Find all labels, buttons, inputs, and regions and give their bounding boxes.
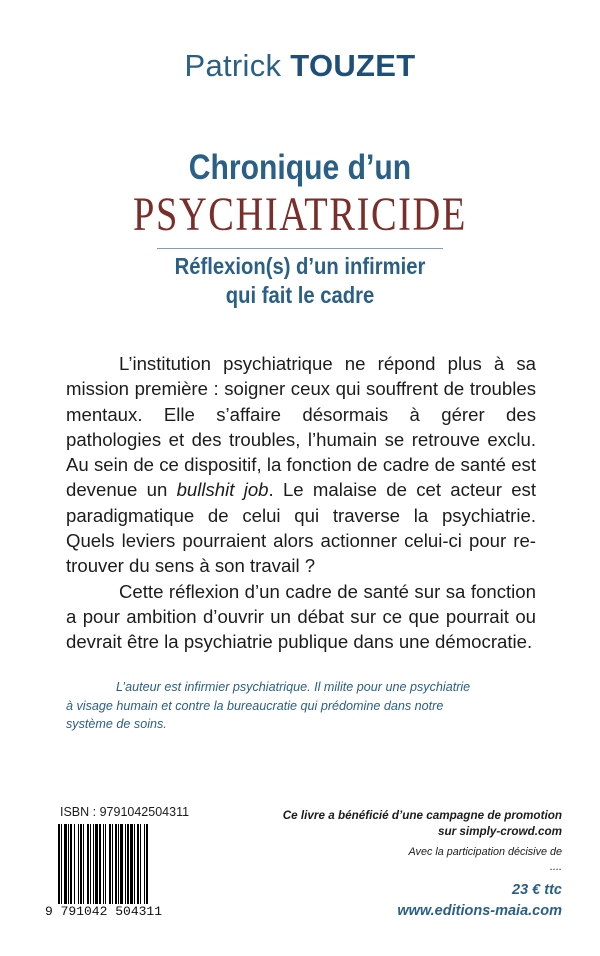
blurb-p1-italic: bullshit job <box>176 479 269 501</box>
barcode-bar <box>99 824 101 904</box>
barcode-bar <box>74 824 75 904</box>
promo-line2: sur simply-crowd.com <box>437 825 562 838</box>
subtitle-line1: Réflexion(s) d’un infirmier <box>174 253 426 279</box>
publisher-website: www.editions-maia.com <box>397 903 562 919</box>
barcode-bar <box>144 824 145 904</box>
book-price: 23 € ttc <box>512 882 562 898</box>
author-name <box>0 48 600 84</box>
barcode-image <box>58 824 180 912</box>
barcode-bar <box>115 824 117 904</box>
barcode-bar <box>80 824 82 904</box>
barcode-bar <box>134 824 135 904</box>
book-title-line1: Chronique d’un <box>188 148 412 187</box>
barcode-bar <box>87 824 89 904</box>
isbn-label: ISBN : 9791042504311 <box>60 805 190 819</box>
blurb-p1-end: . Le malaise de cet acteur est paradigmatique de celui qui traverse la psychiatrie. Quels leviers pourraient alors actionner celui-ci pour re-trouver du sens à son travail ? <box>66 479 537 577</box>
participation-line1: Avec la participation décisive de <box>408 846 562 858</box>
author-note <box>66 678 536 734</box>
author-first-name: Patrick <box>184 48 282 83</box>
barcode-bar <box>93 824 94 904</box>
barcode-bar <box>64 824 67 904</box>
barcode-bar <box>103 824 104 904</box>
barcode-bar <box>118 824 119 904</box>
barcode-bar <box>90 824 91 904</box>
barcode-bar <box>112 824 113 904</box>
barcode-bar <box>130 824 133 904</box>
book-subtitle <box>36 252 564 310</box>
barcode-bar <box>68 824 69 904</box>
barcode-bar <box>127 824 129 904</box>
promo-text <box>282 808 562 840</box>
author-note-line1: L’auteur est infirmier psychiatrique. Il milite pour une psychiatrie <box>116 680 471 694</box>
barcode-bar <box>70 824 72 904</box>
barcode-bar <box>140 824 141 904</box>
back-cover-blurb <box>66 351 536 655</box>
barcode-digits: 9 791042 504311 <box>45 904 163 919</box>
barcode-bar <box>95 824 98 904</box>
participation-text <box>282 845 562 875</box>
barcode-bar <box>83 824 84 904</box>
author-note-line3: système de soins. <box>66 717 167 731</box>
participation-line2: .... <box>550 861 562 873</box>
barcode-bar <box>120 824 123 904</box>
blurb-paragraph-1 <box>66 351 536 579</box>
barcode-bar <box>61 824 62 904</box>
barcode-bar <box>137 824 139 904</box>
author-note-line2: à visage humain et contre la bureaucratie qui prédomine dans notre <box>66 698 444 713</box>
subtitle-line2: qui fait le cadre <box>225 282 375 308</box>
barcode-bar <box>105 824 106 904</box>
barcode-bar <box>58 824 60 904</box>
title-divider <box>157 248 443 249</box>
barcode-bar <box>146 824 148 904</box>
blurb-paragraph-2: Cette réflexion d’un cadre de santé sur sa fonction a pour ambition d’ouvrir un débat sur ce que pourrait ou devrait être la psychiatrie publique dans une démocratie. <box>66 580 536 653</box>
blurb-p1-start: L’institution psychiatrique ne répond plus à sa mission première : soigner ceux qui souffrent de troubles mentaux. Elle s’affaire désormais à gérer des pathologies et des troubles, l’humain se retrouve exclu. Au sein de ce dispositif, la fonction de cadre de santé est devenue un <box>66 353 536 501</box>
promo-line1: Ce livre a bénéficié d’une campagne de promotion <box>282 809 562 822</box>
barcode-bar <box>125 824 126 904</box>
barcode-bar <box>78 824 79 904</box>
book-title-main: PSYCHIATRICIDE <box>133 188 467 241</box>
barcode-bar <box>109 824 111 904</box>
author-last-name: TOUZET <box>290 48 416 83</box>
